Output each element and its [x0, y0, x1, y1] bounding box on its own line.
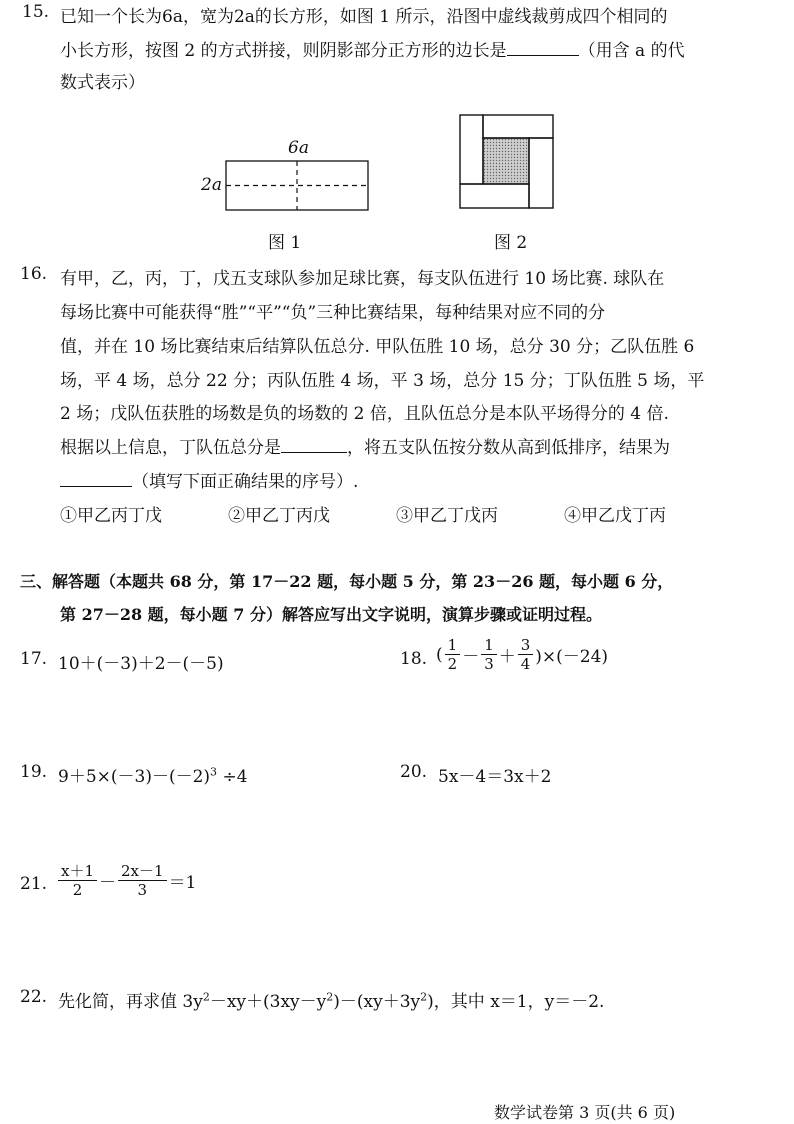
section-heading-line: 三、解答题（本题共 68 分，第 17－22 题，每小题 5 分，第 23－26 题，每小题 6 分，	[20, 572, 674, 591]
figure-1-rectangle	[225, 160, 369, 212]
question-text-line: 2 场；戊队伍获胜的场数是负的场数的 2 倍，且队伍总分是本队平场得分的 4 倍.	[60, 404, 669, 424]
figure-1-caption: 图 1	[268, 233, 302, 253]
figure-1-top-label: 6a	[288, 138, 309, 158]
expression: 10＋(－3)＋2－(－5)	[58, 654, 224, 674]
question-text-line: 每场比赛中可能获得“胜”“平”“负”三种比赛结果，每种结果对应不同的分	[60, 303, 606, 323]
question-text-line: （填写下面正确结果的序号）.	[60, 467, 358, 492]
option-4: ④甲乙戊丁丙	[564, 506, 666, 526]
question-text-line: 小长方形，按图 2 的方式拼接，则阴影部分正方形的边长是 （用含 a 的代	[60, 41, 685, 61]
fraction: $\frac{2x-1}{3}$	[118, 862, 167, 899]
question-number: 17.	[20, 649, 48, 669]
question-number: 21.	[20, 874, 48, 894]
question-text-line: 有甲，乙，丙，丁，戊五支球队参加足球比赛，每支队伍进行 10 场比赛. 球队在	[60, 269, 665, 289]
question-number: 16.	[20, 264, 48, 284]
fraction: $\frac{x+1}{2}$	[58, 862, 97, 899]
question-number: 22.	[20, 987, 48, 1007]
fraction: $\frac{1}{3}$	[481, 636, 497, 673]
option-3: ③甲乙丁戊丙	[396, 506, 498, 526]
question-number: 20.	[400, 762, 428, 782]
page-footer: 数学试卷第 3 页(共 6 页)	[494, 1103, 676, 1122]
expression: ( $\frac{1}{2}$ － $\frac{1}{3}$ ＋ $\frac{3}{4}$ )×(－24)	[436, 636, 609, 673]
question-text-line: 场，平 4 场，总分 22 分；丙队伍胜 4 场，平 3 场，总分 15 分；丁队伍胜 5 场，平	[60, 371, 705, 391]
expression: 5x－4＝3x＋2	[438, 767, 552, 787]
expression: $\frac{x+1}{2}$ － $\frac{2x-1}{3}$ ＝1	[56, 862, 196, 899]
figure-2-caption: 图 2	[494, 233, 528, 253]
fraction: $\frac{3}{4}$	[518, 636, 534, 673]
question-text-line: 已知一个长为6a，宽为2a的长方形，如图 1 所示，沿图中虚线裁剪成四个相同的	[60, 7, 668, 27]
question-number: 15.	[22, 2, 50, 22]
answer-blank[interactable]	[507, 54, 579, 56]
answer-blank[interactable]	[281, 451, 347, 453]
options-row	[60, 501, 666, 526]
expression: $9+5\times(-3)-(-2)^3 \div 4$	[58, 765, 248, 787]
answer-blank[interactable]	[60, 485, 132, 487]
expression: 先化简，再求值 $3y^2-xy+(3xy-y^2)-(xy+3y^2)$，其中 x＝1，y＝－2.	[58, 990, 605, 1012]
fraction: $\frac{1}{2}$	[445, 636, 461, 673]
question-text-line: 数式表示）	[60, 73, 145, 93]
figure-2-square	[459, 114, 555, 210]
figure-1-left-label: 2a	[201, 175, 222, 195]
option-2: ②甲乙丁丙戊	[228, 506, 330, 526]
question-number: 19.	[20, 762, 48, 782]
option-1: ①甲乙丙丁戊	[60, 506, 162, 526]
question-text-line: 值，并在 10 场比赛结束后结算队伍总分. 甲队伍胜 10 场，总分 30 分；乙队伍胜 6	[60, 337, 695, 357]
section-heading-line: 第 27－28 题，每小题 7 分）解答应写出文字说明，演算步骤或证明过程。	[60, 605, 602, 624]
question-text-line: 根据以上信息，丁队伍总分是 ，将五支队伍按分数从高到低排序，结果为	[60, 438, 670, 458]
question-number: 18.	[400, 649, 428, 669]
